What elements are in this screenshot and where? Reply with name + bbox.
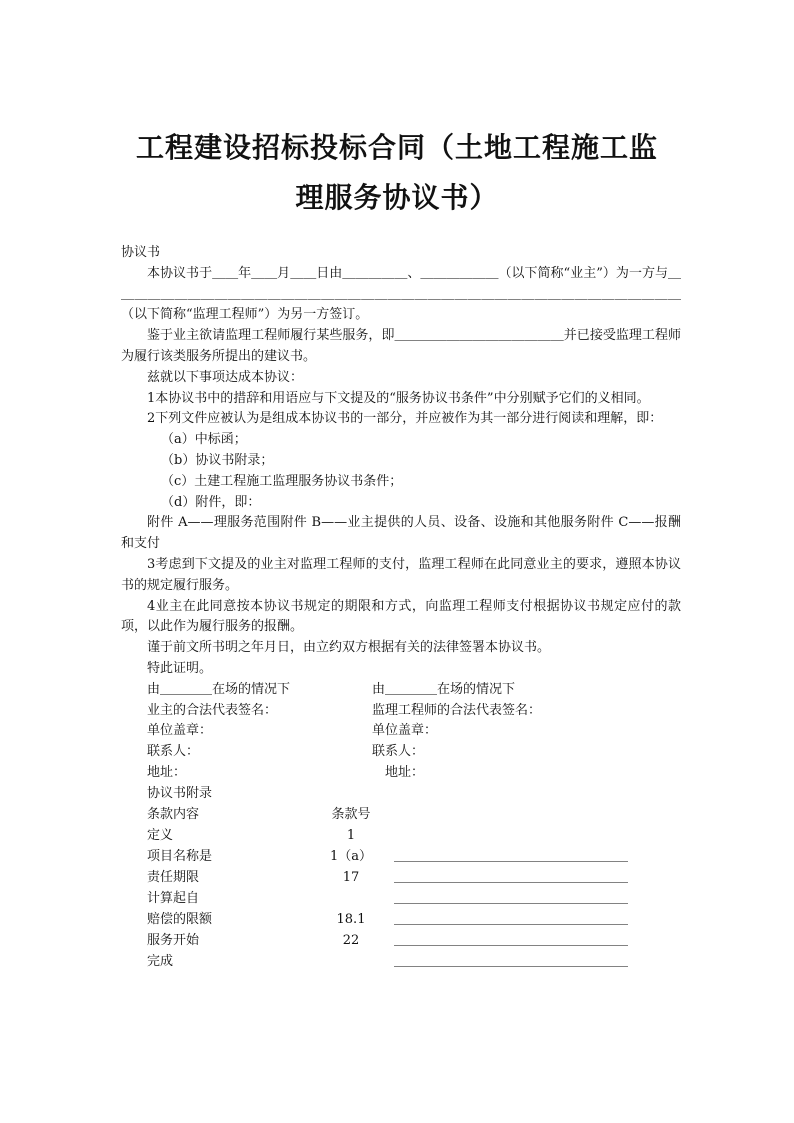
row-clause: 18.1 xyxy=(336,911,366,927)
column-header-content: 条款内容 xyxy=(147,806,200,822)
row-label: 项目名称是 xyxy=(147,848,213,864)
row-label: 计算起自 xyxy=(147,890,200,906)
paragraph-whereas: 鉴于业主欲请监理工程师履行某些服务，即＿＿＿＿＿＿＿＿＿＿＿＿＿并已接受监理工程师为履行该类服务所提出的建议书。 xyxy=(121,328,681,364)
table-row xyxy=(121,952,681,973)
row-blank-line: ＿＿＿＿＿＿＿＿＿＿＿＿＿＿＿＿＿＿ xyxy=(394,848,629,864)
row-label: 完成 xyxy=(147,953,174,969)
engineer-contact-label: 联系人： xyxy=(372,744,425,760)
engineer-seal-label: 单位盖章： xyxy=(372,723,438,739)
owner-signature-label: 业主的合法代表签名： xyxy=(147,702,278,718)
table-row xyxy=(121,868,681,889)
appendix-heading: 协议书附录 xyxy=(147,785,213,801)
document-body xyxy=(121,243,681,973)
row-label: 定义 xyxy=(147,827,174,843)
owner-address-label: 地址： xyxy=(147,764,187,780)
list-item-b: （b）协议书附录； xyxy=(161,452,274,468)
table-row xyxy=(121,931,681,952)
list-item-a: （a）中标函； xyxy=(161,432,247,448)
row-clause: 1 xyxy=(346,827,356,843)
table-row xyxy=(121,889,681,910)
annex-list: 附件 A——理服务范围附件 B——业主提供的人员、设备、设施和其他服务附件 C——报酬和支付 xyxy=(121,515,681,552)
paragraph-witness: 特此证明。 xyxy=(147,660,213,676)
agreement-heading: 协议书 xyxy=(121,245,161,260)
signature-row xyxy=(121,701,681,722)
clause-1: 1本协议书中的措辞和用语应与下文提及的“服务协议书条件”中分别赋予它们的义相同。 xyxy=(147,390,650,406)
appendix-header-row xyxy=(121,805,681,826)
owner-contact-label: 联系人： xyxy=(147,744,200,760)
table-row xyxy=(121,910,681,931)
owner-presence: 由＿＿＿＿在场的情况下 xyxy=(147,681,291,697)
list-item-d: （d）附件，即： xyxy=(161,494,261,510)
table-row xyxy=(121,847,681,868)
engineer-presence: 由＿＿＿＿在场的情况下 xyxy=(372,681,516,697)
document-title-line-2: 理服务协议书） xyxy=(295,181,499,214)
row-label: 责任期限 xyxy=(147,869,200,885)
row-blank-line: ＿＿＿＿＿＿＿＿＿＿＿＿＿＿＿＿＿＿ xyxy=(394,953,629,969)
row-clause: 17 xyxy=(342,869,360,885)
paragraph-agreed: 兹就以下事项达成本协议： xyxy=(147,369,304,385)
engineer-address-label: 地址： xyxy=(385,764,425,780)
column-header-clause: 条款号 xyxy=(331,806,371,822)
engineer-signature-label: 监理工程师的合法代表签名： xyxy=(372,702,542,718)
signature-row xyxy=(121,680,681,701)
table-row xyxy=(121,826,681,847)
list-item-c: （c）土建工程施工监理服务协议书条件； xyxy=(161,473,403,489)
row-blank-line: ＿＿＿＿＿＿＿＿＿＿＿＿＿＿＿＿＿＿ xyxy=(394,911,629,927)
signature-row xyxy=(121,763,681,784)
signature-row xyxy=(121,742,681,763)
row-clause: 1（a） xyxy=(329,848,373,864)
paragraph-parties: 本协议书于＿＿年＿＿月＿＿日由＿＿＿＿＿、＿＿＿＿＿＿（以下简称“业主”）为一方与＿＿＿＿＿＿＿＿＿＿＿＿＿＿＿＿＿＿＿＿＿＿＿＿＿＿＿＿＿＿＿＿＿＿＿＿＿＿＿＿＿＿＿（以下简称“监理工程师”）为另一方签订。 xyxy=(121,265,681,323)
row-label: 服务开始 xyxy=(147,932,200,948)
owner-seal-label: 单位盖章： xyxy=(147,723,213,739)
clause-3: 3考虑到下文提及的业主对监理工程师的支付，监理工程师在此同意业主的要求，遵照本协议书的规定履行服务。 xyxy=(121,556,681,593)
row-blank-line: ＿＿＿＿＿＿＿＿＿＿＿＿＿＿＿＿＿＿ xyxy=(394,869,629,885)
paragraph-signing: 谨于前文所书明之年月日，由立约双方根据有关的法律签署本协议书。 xyxy=(147,640,551,656)
clause-2: 2下列文件应被认为是组成本协议书的一部分，并应被作为其一部分进行阅读和理解，即： xyxy=(147,411,663,427)
row-label: 赔偿的限额 xyxy=(147,911,213,927)
row-blank-line: ＿＿＿＿＿＿＿＿＿＿＿＿＿＿＿＿＿＿ xyxy=(394,890,629,906)
row-clause: 22 xyxy=(342,932,360,948)
signature-row xyxy=(121,721,681,742)
row-blank-line: ＿＿＿＿＿＿＿＿＿＿＿＿＿＿＿＿＿＿ xyxy=(394,932,629,948)
document-title-line-1: 工程建设招标投标合同（土地工程施工监 xyxy=(135,131,658,164)
clause-4: 4业主在此同意按本协议书规定的期限和方式，向监理工程师支付根据协议书规定应付的款项，以此作为履行服务的报酬。 xyxy=(121,598,681,635)
